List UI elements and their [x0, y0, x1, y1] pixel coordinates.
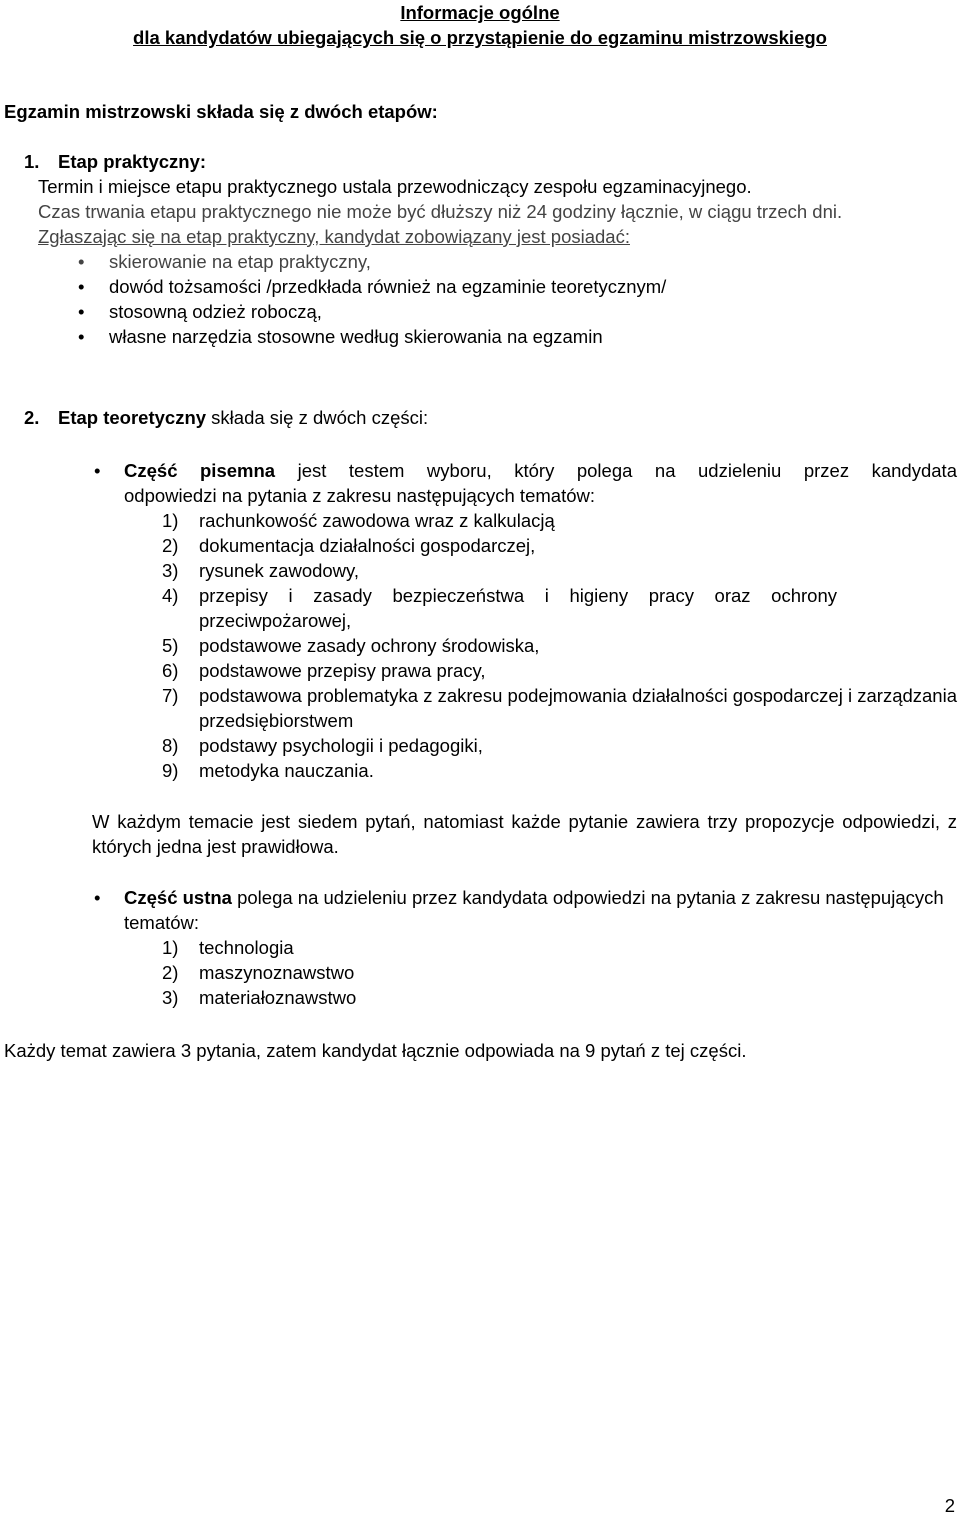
list-text: podstawowe przepisy prawa pracy,: [199, 660, 486, 681]
stage1-section: [4, 149, 956, 349]
list-item: [124, 508, 957, 533]
stage1-heading: [4, 149, 956, 174]
written-topics-list: [124, 508, 957, 783]
written-label: Część pisemna: [124, 460, 276, 481]
written-text-line1: jest testem wyboru, który polega na udzieleniu przez kandydata: [275, 460, 957, 481]
list-item: [124, 633, 957, 658]
written-note: W każdym temacie jest siedem pytań, natomiast każde pytanie zawiera trzy propozycje odpowiedzi, z których jedna jest prawidłowa.: [92, 811, 957, 857]
list-text: materiałoznawstwo: [199, 987, 357, 1008]
requirements-intro: Zgłaszając się na etap praktyczny, kandydat zobowiązany jest posiadać:: [38, 226, 630, 247]
list-text: podstawowa problematyka z zakresu podejmowania działalności gospodarczej i zarządzania przedsiębiorstwem: [199, 685, 957, 731]
list-text: maszynoznawstwo: [199, 962, 355, 983]
list-number: 3): [162, 987, 179, 1008]
list-text: podstawy psychologii i pedagogiki,: [199, 735, 483, 756]
list-text: rysunek zawodowy,: [199, 560, 360, 581]
list-text: metodyka nauczania.: [199, 760, 374, 781]
stage2-number: 2.: [24, 407, 40, 428]
list-item: [124, 935, 957, 960]
final-note: Każdy temat zawiera 3 pytania, zatem kandydat łącznie odpowiada na 9 pytań z tej części.: [4, 1040, 747, 1061]
page-number: 2: [944, 1495, 955, 1516]
list-number: 7): [162, 685, 179, 706]
list-item: • stosowną odzież roboczą,: [4, 299, 956, 324]
list-item: [124, 683, 957, 733]
list-item: [124, 583, 957, 633]
oral-label: Część ustna: [124, 887, 232, 908]
list-text: rachunkowość zawodowa wraz z kalkulacją: [199, 510, 555, 531]
oral-topics-list: [124, 935, 957, 1010]
list-item: • skierowanie na etap praktyczny,: [4, 249, 956, 274]
list-number: 1): [162, 937, 179, 958]
list-number: 9): [162, 760, 179, 781]
list-item: [124, 985, 957, 1010]
list-item: • własne narzędzia stosowne według skierowania na egzamin: [4, 324, 956, 349]
list-text: dokumentacja działalności gospodarczej,: [199, 535, 536, 556]
list-number: 4): [162, 585, 179, 606]
stage1-title: Etap praktyczny:: [58, 151, 207, 172]
list-number: 2): [162, 535, 179, 556]
list-item: [124, 558, 957, 583]
list-number: 6): [162, 660, 179, 681]
requirements-list: [4, 249, 956, 349]
bullet-icon: •: [94, 460, 101, 481]
stage2-heading: [4, 405, 956, 430]
oral-text: polega na udzieleniu przez kandydata odpowiedzi na pytania z zakresu następujących tematów:: [124, 887, 944, 933]
document-title: Informacje ogólne: [400, 2, 560, 23]
list-number: 1): [162, 510, 179, 531]
stage1-line1: Termin i miejsce etapu praktycznego ustala przewodniczący zespołu egzaminacyjnego.: [38, 176, 752, 197]
list-item: • dowód tożsamości /przedkłada również na egzaminie teoretycznym/: [4, 274, 956, 299]
written-text-line2: odpowiedzi na pytania z zakresu następujących tematów:: [124, 485, 595, 506]
intro-text: Egzamin mistrzowski składa się z dwóch etapów:: [4, 101, 438, 122]
written-part: [94, 458, 957, 783]
list-number: 5): [162, 635, 179, 656]
oral-part: [94, 885, 957, 1010]
list-item: [124, 533, 957, 558]
list-text: podstawowe zasady ochrony środowiska,: [199, 635, 540, 656]
list-number: 3): [162, 560, 179, 581]
bullet-icon: •: [94, 887, 101, 908]
written-intro: [124, 458, 957, 483]
list-number: 8): [162, 735, 179, 756]
list-item: [124, 758, 957, 783]
list-text: przepisy i zasady bezpieczeństwa i higieny pracy oraz ochrony przeciwpożarowej,: [199, 585, 837, 631]
list-item: [124, 733, 957, 758]
list-item: [124, 960, 957, 985]
stage1-line2: Czas trwania etapu praktycznego nie może być dłuższy niż 24 godziny łącznie, w ciągu trzech dni.: [38, 201, 843, 222]
list-item: [124, 658, 957, 683]
oral-intro: [124, 885, 957, 935]
stage1-number: 1.: [24, 151, 40, 172]
list-text: technologia: [199, 937, 294, 958]
document-subtitle: dla kandydatów ubiegających się o przystąpienie do egzaminu mistrzowskiego: [133, 27, 827, 48]
stage2-title-rest: składa się z dwóch części:: [206, 407, 429, 428]
list-number: 2): [162, 962, 179, 983]
stage1-body: [4, 174, 956, 249]
stage2-title: Etap teoretyczny: [58, 407, 207, 428]
